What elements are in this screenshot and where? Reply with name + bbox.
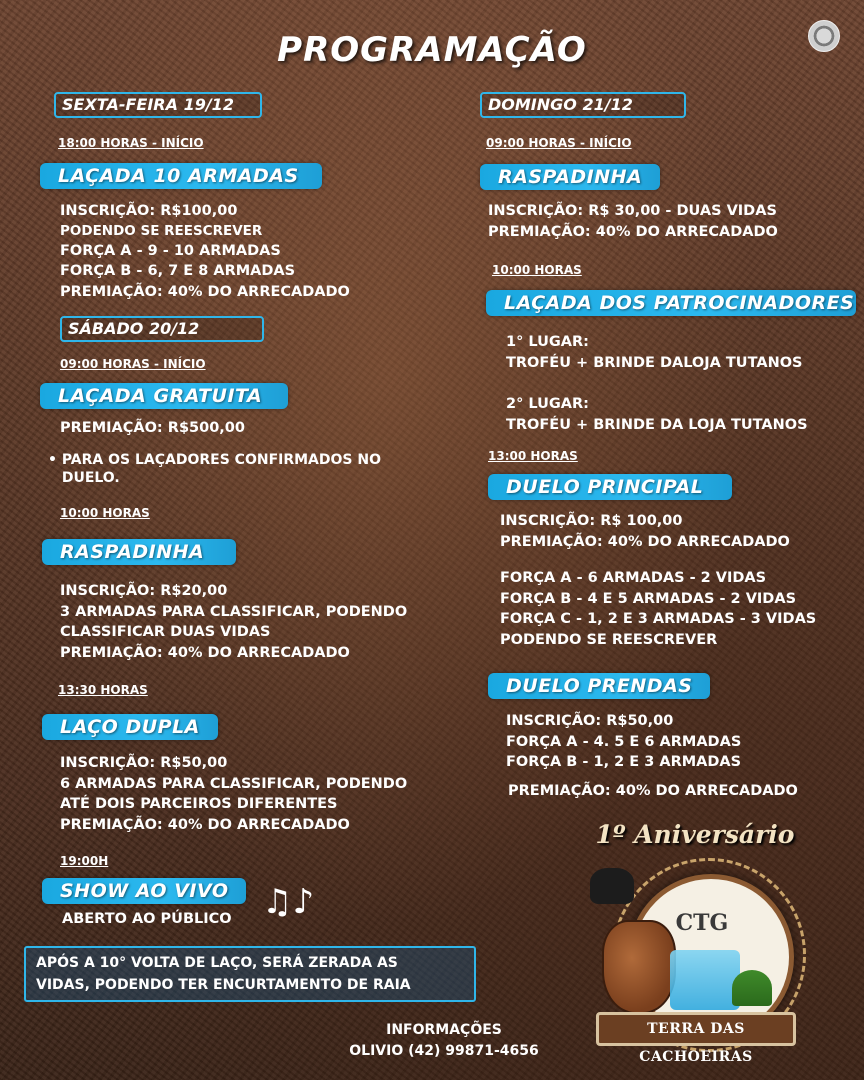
detail-line: 3 ARMADAS PARA CLASSIFICAR, PODENDO bbox=[60, 603, 408, 620]
detail-line: TROFÉU + BRINDE DA LOJA TUTANOS bbox=[506, 416, 808, 433]
event-title: DUELO PRENDAS bbox=[488, 673, 710, 699]
event-details bbox=[60, 581, 407, 663]
time-label: 09:00 HORAS - INÍCIO bbox=[486, 136, 632, 150]
detail-line: INSCRIÇÃO: R$ 100,00 bbox=[500, 513, 683, 529]
time-label: 19:00H bbox=[60, 854, 109, 868]
ctg-logo bbox=[582, 820, 802, 1070]
kettle-icon bbox=[590, 868, 634, 904]
detail-line: FORÇA A - 9 - 10 ARMADAS bbox=[60, 242, 281, 259]
event-details bbox=[60, 753, 407, 835]
page-title: PROGRAMAÇÃO bbox=[277, 30, 587, 70]
detail-line: FORÇA B - 6, 7 E 8 ARMADAS bbox=[60, 263, 296, 279]
detail-line: CLASSIFICAR DUAS VIDAS bbox=[60, 624, 271, 640]
event-details bbox=[60, 201, 350, 302]
ctg-label: CTG bbox=[675, 910, 729, 936]
event-details bbox=[506, 332, 808, 435]
contact-info bbox=[330, 1020, 558, 1062]
anniversary-label: 1º Aniversário bbox=[595, 820, 795, 849]
detail-line: PREMIAÇÃO: R$500,00 bbox=[60, 420, 245, 436]
contact-heading: INFORMAÇÕES bbox=[386, 1022, 502, 1038]
event-details bbox=[488, 201, 778, 242]
time-label: 10:00 HORAS bbox=[60, 506, 150, 520]
detail-line: 1° LUGAR: bbox=[506, 334, 589, 350]
event-title: RASPADINHA bbox=[42, 539, 236, 565]
logo-name-ribbon: TERRA DAS CACHOEIRAS bbox=[596, 1012, 796, 1046]
waterfall-icon bbox=[670, 950, 740, 1010]
detail-line: ATÉ DOIS PARCEIROS DIFERENTES bbox=[60, 796, 338, 812]
detail-line: PREMIAÇÃO: 40% DO ARRECADADO bbox=[500, 533, 790, 550]
detail-line: FORÇA A - 6 ARMADAS - 2 VIDAS bbox=[500, 570, 767, 586]
bullet-icon: • bbox=[48, 452, 57, 468]
detail-line: INSCRIÇÃO: R$50,00 bbox=[506, 713, 674, 729]
detail-line: PREMIAÇÃO: 40% DO ARRECADADO bbox=[488, 223, 778, 240]
time-label: 09:00 HORAS - INÍCIO bbox=[60, 357, 206, 371]
detail-line: 2° LUGAR: bbox=[506, 396, 589, 412]
landscape-icon bbox=[732, 970, 772, 1006]
event-details bbox=[508, 781, 798, 802]
detail-line: PREMIAÇÃO: 40% DO ARRECADADO bbox=[508, 783, 798, 799]
detail-line: ABERTO AO PÚBLICO bbox=[62, 911, 232, 927]
detail-line: TROFÉU + BRINDE DALOJA TUTANOS bbox=[506, 354, 803, 371]
day-header-saturday: SÁBADO 20/12 bbox=[60, 316, 264, 342]
event-title: DUELO PRINCIPAL bbox=[488, 474, 732, 500]
detail-line: FORÇA B - 1, 2 E 3 ARMADAS bbox=[506, 754, 742, 770]
cuia-icon bbox=[602, 920, 676, 1014]
detail-line: 6 ARMADAS PARA CLASSIFICAR, PODENDO bbox=[60, 775, 408, 792]
time-label: 18:00 HORAS - INÍCIO bbox=[58, 136, 204, 150]
detail-line: PODENDO SE REESCREVER bbox=[60, 222, 263, 239]
event-title: SHOW AO VIVO bbox=[42, 878, 246, 904]
event-title: LAÇADA GRATUITA bbox=[40, 383, 288, 409]
day-header-friday: SEXTA-FEIRA 19/12 bbox=[54, 92, 262, 118]
event-title: LAÇADA DOS PATROCINADORES bbox=[486, 290, 856, 316]
emblem-icon bbox=[808, 20, 840, 52]
contact-phone: OLIVIO (42) 99871-4656 bbox=[349, 1043, 539, 1059]
event-details bbox=[60, 418, 245, 439]
detail-line: INSCRIÇÃO: R$20,00 bbox=[60, 583, 228, 599]
notice-line: VIDAS, PODENDO TER ENCURTAMENTO DE RAIA bbox=[36, 977, 411, 993]
event-title: RASPADINHA bbox=[480, 164, 660, 190]
event-title: LAÇO DUPLA bbox=[42, 714, 218, 740]
detail-line: FORÇA C - 1, 2 E 3 ARMADAS - 3 VIDAS bbox=[500, 611, 817, 627]
day-header-sunday: DOMINGO 21/12 bbox=[480, 92, 686, 118]
time-label: 13:30 HORAS bbox=[58, 683, 148, 697]
detail-line: PREMIAÇÃO: 40% DO ARRECADADO bbox=[60, 644, 350, 661]
event-details bbox=[506, 711, 741, 773]
detail-line: INSCRIÇÃO: R$100,00 bbox=[60, 203, 238, 219]
time-label: 10:00 HORAS bbox=[492, 263, 582, 277]
notice-box bbox=[24, 946, 476, 1002]
event-details bbox=[500, 511, 790, 552]
bullet-note bbox=[48, 451, 428, 487]
detail-line: INSCRIÇÃO: R$50,00 bbox=[60, 755, 228, 771]
bullet-text: PARA OS LAÇADORES CONFIRMADOS NO DUELO. bbox=[61, 452, 381, 486]
detail-line: PREMIAÇÃO: 40% DO ARRECADADO bbox=[60, 283, 350, 300]
music-notes-icon: ♫♪ bbox=[262, 882, 315, 922]
event-title: LAÇADA 10 ARMADAS bbox=[40, 163, 322, 189]
event-details bbox=[500, 568, 816, 650]
detail-line: FORÇA B - 4 E 5 ARMADAS - 2 VIDAS bbox=[500, 590, 797, 607]
time-label: 13:00 HORAS bbox=[488, 449, 578, 463]
detail-line: PREMIAÇÃO: 40% DO ARRECADADO bbox=[60, 816, 350, 833]
event-details bbox=[62, 909, 232, 930]
notice-line: APÓS A 10° VOLTA DE LAÇO, SERÁ ZERADA AS bbox=[36, 955, 398, 971]
detail-line: PODENDO SE REESCREVER bbox=[500, 631, 718, 648]
detail-line: INSCRIÇÃO: R$ 30,00 - DUAS VIDAS bbox=[488, 203, 777, 219]
detail-line: FORÇA A - 4. 5 E 6 ARMADAS bbox=[506, 733, 742, 750]
